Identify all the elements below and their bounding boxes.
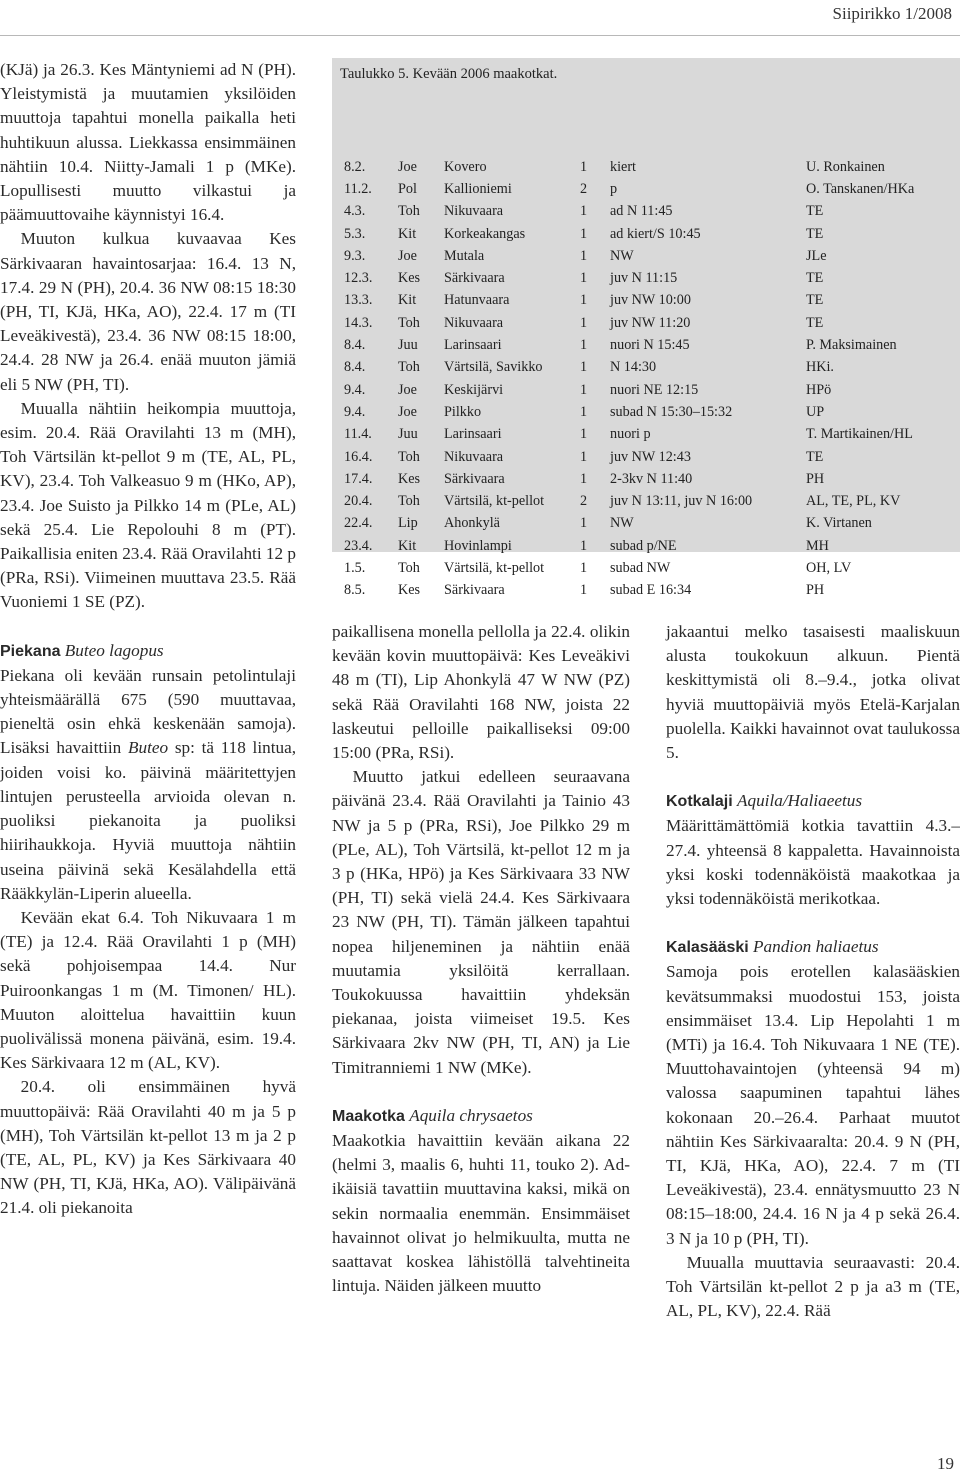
table-row <box>344 290 956 312</box>
table-cell: 1 <box>580 381 588 398</box>
table-cell: UP <box>806 403 825 420</box>
table-row <box>344 178 956 200</box>
table-cell: 16.4. <box>344 448 373 465</box>
species-heading-kalasaaski <box>666 935 960 960</box>
paragraph: (KJä) ja 26.3. Kes Mäntyniemi ad N (PH). Yleistymistä ja muutamien yksilöiden muuttoja tapahtui monella paikalla heti huhtikuun alussa. Liekkassa ensimmäinen nähtiin 10.4. Niitty-Jamali 1 p (MKe). Lopullisesti muutto vilkastui ja päämuuttovaihe käynnistyi 16.4. <box>0 60 296 225</box>
table-cell: 2 <box>580 180 588 197</box>
table-row <box>344 401 956 423</box>
table-cell: nuori p <box>610 426 651 443</box>
table-cell: 1 <box>580 225 588 242</box>
table-cell: 1 <box>580 448 588 465</box>
table-cell: 1 <box>580 403 588 420</box>
table-cell: PH <box>806 582 825 599</box>
table-cell: nuori NE 12:15 <box>610 381 699 398</box>
table-cell: Joe <box>398 247 417 264</box>
table-cell: subad N 15:30–15:32 <box>610 403 733 420</box>
table-row <box>344 446 956 468</box>
latin-run: Buteo <box>128 738 169 758</box>
table-cell: 1 <box>580 270 588 287</box>
table-cell: 9.4. <box>344 381 366 398</box>
table-row <box>344 334 956 356</box>
text-run: Piekana oli kevään runsain petolintulaji yhteismäärällä 675 (590 muuttavaa, pieneltä osin ehkä keskenään samoja). Lisäksi havaittiin <box>0 665 296 758</box>
table-cell: Kit <box>398 225 417 242</box>
table-cell: 2-3kv N 11:40 <box>610 470 693 487</box>
table-cell: juv NW 12:43 <box>610 448 691 465</box>
table-cell: 1.5. <box>344 559 366 576</box>
table-cell: p <box>610 180 618 197</box>
text-run: sp: tä 118 lintua, joiden voisi ko. päivinä määritettyjen lintujen perusteella arvioida olevan n. puoliksi piekanoita ja puoliksi hiirihaukkoja. Hyviä muuttoja nähtiin useina päivinä sekä Kesälahdella että Rääkkylän-Liperin alueella. <box>0 738 296 903</box>
table-cell: 4.3. <box>344 203 366 220</box>
table-cell: Särkivaara <box>444 270 505 287</box>
table-cell: Mutala <box>444 247 485 264</box>
table-cell: 23.4. <box>344 537 373 554</box>
table-row <box>344 357 956 379</box>
table-row <box>344 535 956 557</box>
table-cell: Hovinlampi <box>444 537 512 554</box>
species-name: Maakotka <box>332 1107 405 1125</box>
table-cell: juv NW 11:20 <box>610 314 691 331</box>
table-row <box>344 424 956 446</box>
table-cell: 1 <box>580 337 588 354</box>
table-cell: 20.4. <box>344 493 373 510</box>
table-cell: Toh <box>398 559 420 576</box>
table-cell: 1 <box>580 158 588 175</box>
table-cell: juv NW 10:00 <box>610 292 691 309</box>
table-cell: 11.2. <box>344 180 372 197</box>
table-cell: Kes <box>398 470 421 487</box>
species-name: Piekana <box>0 642 61 660</box>
table-cell: Särkivaara <box>444 582 505 599</box>
table-cell: kiert <box>610 158 636 175</box>
table-row <box>344 513 956 535</box>
table-cell: P. Maksimainen <box>806 337 897 354</box>
table-cell: 14.3. <box>344 314 373 331</box>
table-row <box>344 223 956 245</box>
table-cell: TE <box>806 314 824 331</box>
table-cell: 8.2. <box>344 158 366 175</box>
table-cell: 5.3. <box>344 225 366 242</box>
paragraph: 20.4. oli ensimmäinen hyvä muuttopäivä: Rää Oravilahti 40 m ja 5 p (MH), Toh Värtsilän kt-pellot 13 m ja 2 p (TE, AL, PL, KV) ja Kes Särkivaara 40 NW (PH, TI, KJä, HKa, AO). Välipäivänä 21.4. oli piekanoita <box>0 1077 296 1218</box>
paragraph: Määrittämättömiä kotkia tavattiin 4.3.–27.4. yhteensä 8 kappaletta. Havainnoista yksi koski todennäköistä maakotkaa ja yksi todennäköistä merikotkaa. <box>666 816 960 909</box>
table-cell: 13.3. <box>344 292 373 309</box>
table-cell: N 14:30 <box>610 359 657 376</box>
table-cell: TE <box>806 292 824 309</box>
table-cell: Korkeakangas <box>444 225 526 242</box>
middle-column <box>332 620 630 1298</box>
table-cell: Nikuvaara <box>444 448 504 465</box>
table-cell: Toh <box>398 314 420 331</box>
table-cell: HPö <box>806 381 832 398</box>
table-cell: 8.4. <box>344 359 366 376</box>
table-cell: Hatunvaara <box>444 292 510 309</box>
table-cell: 9.4. <box>344 403 366 420</box>
table-cell: 1 <box>580 292 588 309</box>
table-cell: Lip <box>398 515 418 532</box>
page-header <box>0 0 960 40</box>
paragraph: Samoja pois erotellen kalasääskien kevätsummaksi muodostui 153, joista ensimmäiset 13.4. Lip Hepolahti 1 m (MTi) ja 16.4. Toh Nikuvaara 1 NE (TE). Muuttohavaintojen (yhteensä 94 m) valossa saapuminen tapahtui lähes kokonaan 20.–26.4. Parhaat muutot nähtiin Kes Särkivaaralta: 20.4. 9 N (PH, TI, KJä, HKa, AO), 22.4. 7 m (TI Leveäkivestä), 23.4. ennätysmuutto 23 N 08:15–18:00, 24.4. 16 N ja 4 p sekä 26.4. 3 N ja 10 p (PH, TI). <box>666 962 960 1248</box>
table-cell: Ahonkylä <box>444 515 500 532</box>
table-cell: Särkivaara <box>444 470 505 487</box>
table-cell: 12.3. <box>344 270 373 287</box>
table-cell: Kit <box>398 292 417 309</box>
table-cell: subad E 16:34 <box>610 582 692 599</box>
table-row <box>344 245 956 267</box>
species-heading-maakotka <box>332 1104 630 1129</box>
table-cell: subad p/NE <box>610 537 677 554</box>
table-row <box>344 379 956 401</box>
table-cell: 1 <box>580 582 588 599</box>
table-cell: 1 <box>580 314 588 331</box>
table-cell: 1 <box>580 537 588 554</box>
paragraph: Muualla nähtiin heikompia muuttoja, esim. 20.4. Rää Oravilahti 13 m (MH), Toh Värtsilän kt-pellot 9 m (TE, AL, PL, KV), 23.4. Toh Valkeasuo 9 m (HKo, AP), 23.4. Joe Suisto ja Pilkko 14 m (PLe, AL) sekä 25.4. Lie Repolouhi 8 m (PT). Paikallisia eniten 23.4. Rää Oravilahti 12 p (PRa, RSi). Viimeinen muuttava 23.5. Rää Vuoniemi 1 SE (PZ). <box>0 398 296 612</box>
table-cell: O. Tanskanen/HKa <box>806 180 915 197</box>
table-cell: Juu <box>398 426 418 443</box>
table-cell: NW <box>610 247 634 264</box>
table-cell: 1 <box>580 247 588 264</box>
table-cell: Värtsilä, kt-pellot <box>444 493 545 510</box>
table-cell: subad NW <box>610 559 671 576</box>
paragraph: Kevään ekat 6.4. Toh Nikuvaara 1 m (TE) ja 12.4. Rää Oravilahti 1 p (MH) sekä pohjoisempaa 14.4. Nur Puiroonkangas 1 m (M. Timonen/ HL). Muuton aloittelua havaittiin kuun puolivälissä monena päivänä, esim. 19.4. Kes Särkivaara 12 m (AL, KV). <box>0 907 296 1073</box>
table-cell: Nikuvaara <box>444 314 504 331</box>
species-latin: Aquila chrysaetos <box>409 1105 533 1125</box>
table-cell: 1 <box>580 515 588 532</box>
species-name: Kotkalaji <box>666 793 733 811</box>
table-cell: T. Martikainen/HL <box>806 426 913 443</box>
table-cell: HKi. <box>806 359 834 376</box>
page-number: 19 <box>937 1454 954 1473</box>
table-cell: TE <box>806 270 824 287</box>
table-cell: juv N 13:11, juv N 16:00 <box>610 493 753 510</box>
table-cell: 9.3. <box>344 247 366 264</box>
left-column <box>0 58 296 1221</box>
species-latin: Aquila/Haliaeetus <box>736 791 863 811</box>
table-cell: JLe <box>806 247 827 264</box>
table-cell: Juu <box>398 337 418 354</box>
species-name: Kalasääski <box>666 939 749 957</box>
table-maakotkat <box>332 58 960 599</box>
table-cell: Joe <box>398 403 417 420</box>
table-cell: 1 <box>580 359 588 376</box>
table-cell: MH <box>806 537 829 554</box>
table-cell: Keskijärvi <box>444 381 504 398</box>
table-row <box>344 580 956 602</box>
table-cell: 11.4. <box>344 426 372 443</box>
paragraph: Muutto jatkui edelleen seuraavana päivänä 23.4. Rää Oravilahti ja Tainio 43 NW ja 5 p (PRa, RSi), Joe Pilkko 29 m (PLe, AL), Toh Värtsilä, kt-pellot 12 m ja 3 p (HKa, HPö) ja Kes Särkivaara 33 NW (PH, TI) sekä vielä 24.4. Kes Särkivaara 23 NW (PH, TI). Tämän jälkeen tapahtui nopea hiljeneminen ja nähtiin enää muutamia yksilöitä kerrallaan. Toukokuussa havaittiin yhdeksän piekanaa, joista viimeiset 19.5. Kes Särkivaara 2kv NW (PH, TI, AN) ja Lie Timitranniemi 1 NW (MKe). <box>332 767 630 1077</box>
table-cell: Larinsaari <box>444 426 502 443</box>
table-cell: Kallioniemi <box>444 180 512 197</box>
table-cell: Värtsilä, Savikko <box>444 359 543 376</box>
table-cell: Toh <box>398 493 420 510</box>
table-cell: 8.5. <box>344 582 366 599</box>
table-cell: AL, TE, PL, KV <box>806 493 901 510</box>
table-cell: Toh <box>398 359 420 376</box>
table-row <box>344 312 956 334</box>
table-row <box>344 468 956 490</box>
paragraph: paikallisena monella pellolla ja 22.4. olikin kevään kovin muuttopäivä: Kes Leveäkivi 48 m (TI), Lip Ahonkylä 47 W NW (PZ) sekä Rää Oravilahti 168 NW, joista 22 laskeutui pelloille paikalliseksi 09:00 15:00 (PRa, RSi). <box>332 622 630 763</box>
table-cell: Joe <box>398 158 417 175</box>
species-heading-kotkalaji <box>666 789 960 814</box>
table-cell: juv N 11:15 <box>610 270 678 287</box>
table-cell: 17.4. <box>344 470 373 487</box>
table-cell: nuori N 15:45 <box>610 337 690 354</box>
table-cell: 1 <box>580 203 588 220</box>
table-cell: 8.4. <box>344 337 366 354</box>
table-cell: Kovero <box>444 158 487 175</box>
table-cell: Larinsaari <box>444 337 502 354</box>
table-cell: TE <box>806 448 824 465</box>
paragraph <box>0 664 296 906</box>
table-cell: ad kiert/S 10:45 <box>610 225 701 242</box>
table-cell: K. Virtanen <box>806 515 872 532</box>
table-caption: Taulukko 5. Kevään 2006 maakotkat. <box>340 66 558 82</box>
data-table <box>344 156 956 602</box>
table-row <box>344 557 956 579</box>
table-cell: TE <box>806 225 824 242</box>
table-cell: ad N 11:45 <box>610 203 673 220</box>
right-column <box>666 620 960 1323</box>
table-cell: 1 <box>580 470 588 487</box>
table-cell: Värtsilä, kt-pellot <box>444 559 545 576</box>
species-heading-piekana <box>0 639 296 664</box>
table-cell: OH, LV <box>806 559 852 576</box>
table-cell: Toh <box>398 203 420 220</box>
paragraph: jakaantui melko tasaisesti maaliskuun alusta toukokuun alkuun. Pientä keskittymistä oli 8.–9.4., jotka olivat hyviä muuttopäiviä myös Etelä-Karjalan puolella. Kaikki havainnot ovat taulukossa 5. <box>666 622 960 763</box>
species-latin: Pandion haliaetus <box>753 937 879 957</box>
table-cell: 22.4. <box>344 515 373 532</box>
table-cell: Pilkko <box>444 403 482 420</box>
paragraph: Maakotkia havaittiin kevään aikana 22 (helmi 3, maalis 6, huhti 11, touko 2). Ad-ikäisiä tavattiin muuttavina kaksi, mikä on sekin normaalia enemmän. Ensimmäiset havainnot olivat jo helmikuulta, mutta ne saattavat koskea lähistöllä talvehtineita lintuja. Näiden jälkeen muutto <box>332 1131 630 1296</box>
table-cell: 2 <box>580 493 588 510</box>
table-row <box>344 201 956 223</box>
paragraph: Muualla muuttavia seuraavasti: 20.4. Toh Värtsilän kt-pellot 2 p ja a3 m (TE, AL, PL, KV), 22.4. Rää <box>666 1252 960 1321</box>
species-latin: Buteo lagopus <box>64 640 164 660</box>
table-cell: Kes <box>398 270 421 287</box>
table-row <box>344 156 956 178</box>
table-cell: TE <box>806 203 824 220</box>
table-cell: Joe <box>398 381 417 398</box>
table-row <box>344 490 956 512</box>
table-cell: PH <box>806 470 825 487</box>
header-rule <box>0 35 960 36</box>
table-cell: Toh <box>398 448 420 465</box>
publication-title: Siipirikko 1/2008 <box>832 4 952 23</box>
table-cell: NW <box>610 515 634 532</box>
table-cell: U. Ronkainen <box>806 158 885 175</box>
table-cell: 1 <box>580 426 588 443</box>
table-cell: Nikuvaara <box>444 203 504 220</box>
table-cell: Kes <box>398 582 421 599</box>
table-cell: 1 <box>580 559 588 576</box>
table-cell: Pol <box>398 180 417 197</box>
table-cell: Kit <box>398 537 417 554</box>
paragraph: Muuton kulkua kuvaavaa Kes Särkivaaran havaintosarjaa: 16.4. 13 N, 17.4. 29 N (PH), 20.4. 36 NW 08:15 18:30 (PH, TI, KJä, HKa, AO), 22.4. 17 m (TI Leveäkivestä), 23.4. 36 NW 08:15 18:00, 24.4. 28 NW ja 26.4. enää muuton jämiä eli 5 NW (PH, TI). <box>0 229 296 394</box>
table-row <box>344 267 956 289</box>
